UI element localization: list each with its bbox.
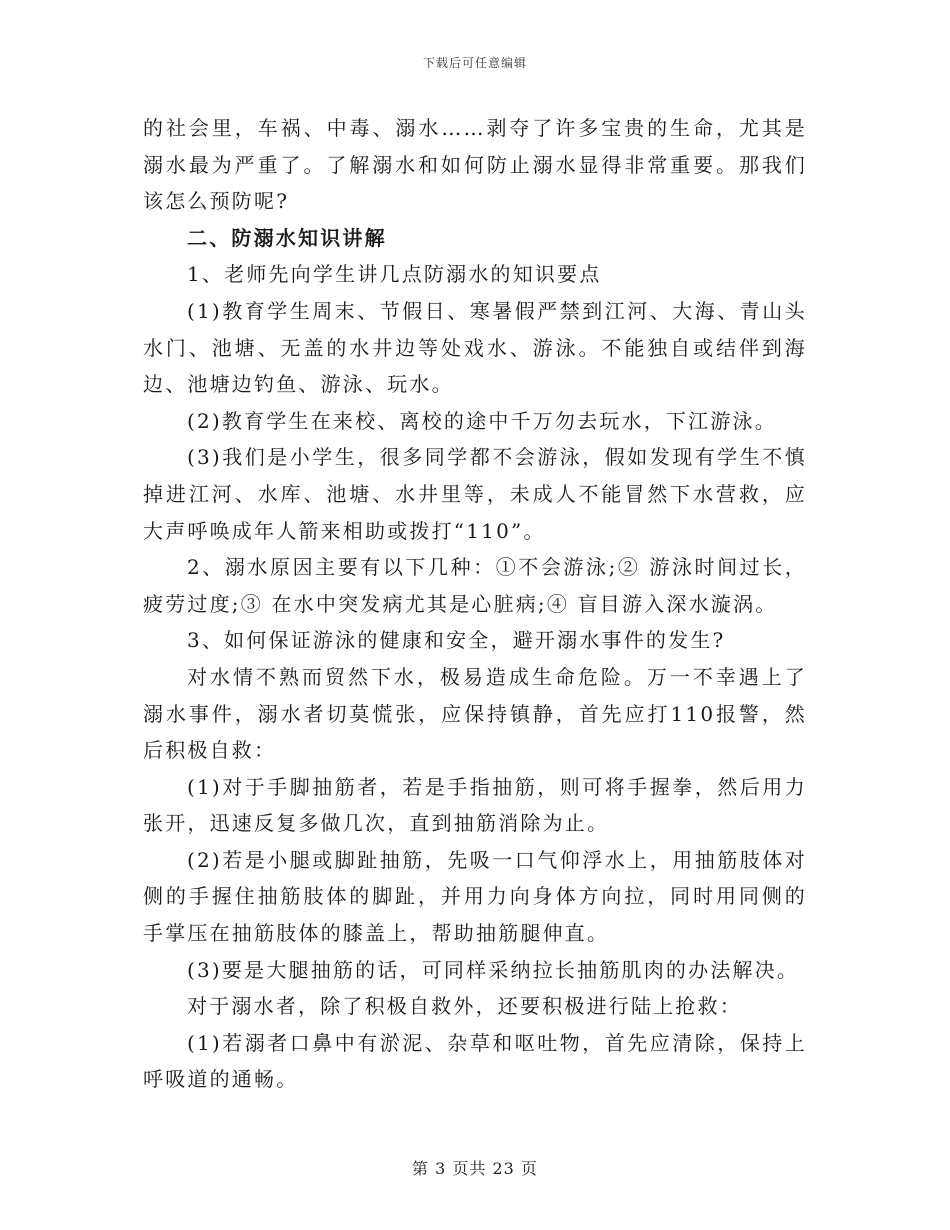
paragraph: (1)若溺者口鼻中有淤泥、杂草和呕吐物，首先应清除，保持上呼吸道的通畅。 (143, 1030, 807, 1092)
paragraph: 2、溺水原因主要有以下几种：①不会游泳;② 游泳时间过长，疲劳过度;③ 在水中突发病尤其是心脏病;④ 盲目游入深水漩涡。 (143, 555, 807, 616)
paragraph-continuation: 的社会里，车祸、中毒、溺水……剥夺了许多宝贵的生命，尤其是溺水最为严重了。了解溺水和如何防止溺水显得非常重要。那我们该怎么预防呢? (143, 116, 807, 214)
paragraph: (1)教育学生周末、节假日、寒暑假严禁到江河、大海、青山头水门、池塘、无盖的水井边等处戏水、游泳。不能独自或结伴到海边、池塘边钓鱼、游泳、玩水。 (143, 298, 807, 397)
page-footer: 第 3 页共 23 页 (412, 1159, 538, 1178)
paragraph: 1、老师先向学生讲几点防溺水的知识要点 (187, 262, 602, 287)
paragraph: 对于溺水者，除了积极自救外，还要积极进行陆上抢救： (187, 994, 742, 1019)
document-body (143, 110, 807, 1098)
paragraph: 对水情不熟而贸然下水，极易造成生命危险。万一不幸遇上了溺水事件，溺水者切莫慌张，应保持镇静，首先应打110报警，然后积极自救： (143, 664, 807, 763)
page-header: 下载后可任意编辑 (422, 56, 527, 70)
paragraph: (2)若是小腿或脚趾抽筋，先吸一口气仰浮水上，用抽筋肢体对侧的手握住抽筋肢体的脚趾，并用力向身体方向拉，同时用同侧的手掌压在抽筋肢体的膝盖上，帮助抽筋腿伸直。 (143, 847, 807, 946)
paragraph: (2)教育学生在来校、离校的途中千万勿去玩水，下江游泳。 (187, 408, 777, 433)
paragraph: (1)对于手脚抽筋者，若是手指抽筋，则可将手握拳，然后用力张开，迅速反复多做几次，直到抽筋消除为止。 (143, 774, 807, 836)
paragraph: (3)要是大腿抽筋的话，可同样采纳拉长抽筋肌肉的办法解决。 (187, 957, 800, 982)
paragraph: (3)我们是小学生，很多同学都不会游泳，假如发现有学生不慎掉进江河、水库、池塘、水井里等，未成人不能冒然下水营救，应大声呼唤成年人箭来相助或拨打“110”。 (143, 445, 807, 543)
section-heading: 二、防溺水知识讲解 (187, 225, 387, 250)
paragraph: 3、如何保证游泳的健康和安全，避开溺水事件的发生? (187, 628, 726, 653)
